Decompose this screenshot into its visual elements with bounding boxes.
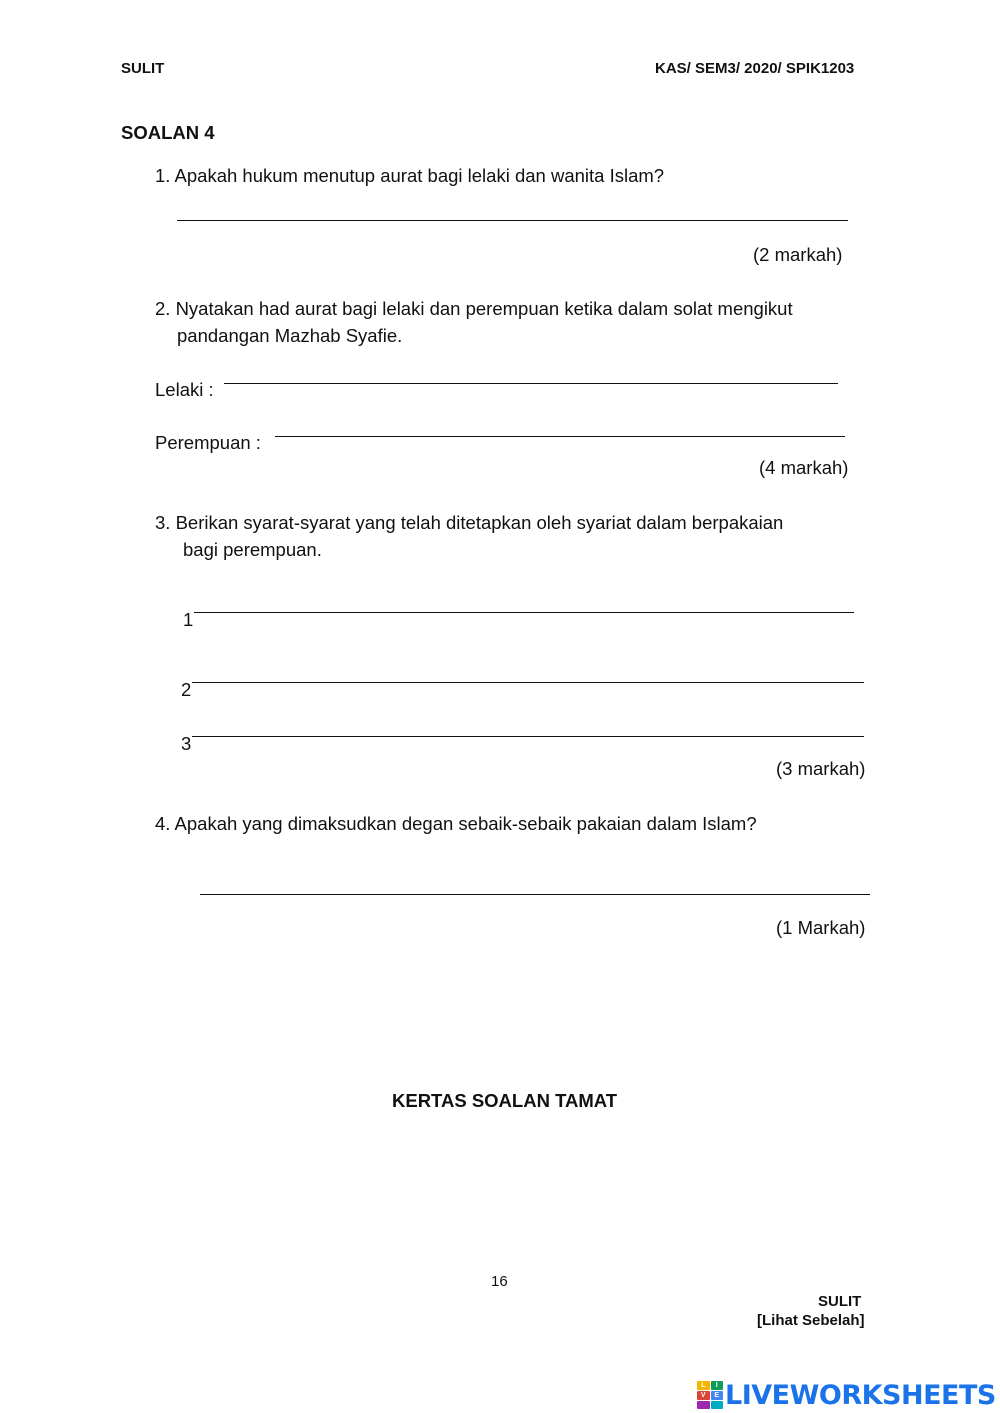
q3-item-number-2: 2 [181, 679, 192, 700]
section-title: SOALAN 4 [121, 122, 215, 143]
header-right: KAS/ SEM3/ 2020/ SPIK1203 [655, 60, 855, 77]
question-3-line1: 3. Berikan syarat-syarat yang telah ditetapkan oleh syariat dalam berpakaian [155, 512, 784, 533]
lelaki-label: Lelaki : [155, 379, 214, 400]
marks-q1: (2 markah) [753, 244, 843, 265]
liveworksheets-icon [697, 1381, 723, 1409]
logo-letter-v: V [697, 1391, 710, 1400]
page-number: 16 [491, 1273, 508, 1290]
liveworksheets-logo [697, 1378, 996, 1412]
answer-line-perempuan[interactable] [275, 436, 845, 437]
logo-block [697, 1401, 710, 1409]
perempuan-label: Perempuan : [155, 432, 261, 453]
answer-line-q3-1[interactable] [194, 612, 854, 613]
q3-item-number-1: 1 [183, 609, 194, 630]
question-1-text: 1. Apakah hukum menutup aurat bagi lelaki dan wanita Islam? [155, 165, 665, 186]
header-left: SULIT [121, 60, 165, 77]
logo-letter-l: L [697, 1381, 710, 1390]
logo-letter-e: E [711, 1391, 724, 1400]
answer-line-q4[interactable] [200, 894, 870, 895]
liveworksheets-text: LIVEWORKSHEETS [725, 1379, 996, 1411]
question-3-line2: bagi perempuan. [183, 539, 322, 560]
question-2-line1: 2. Nyatakan had aurat bagi lelaki dan perempuan ketika dalam solat mengikut [155, 298, 793, 319]
marks-q2: (4 markah) [759, 457, 849, 478]
answer-line-q3-3[interactable] [192, 736, 864, 737]
answer-line-q3-2[interactable] [192, 682, 864, 683]
logo-letter-i: I [711, 1381, 724, 1390]
marks-q3: (3 markah) [776, 758, 866, 779]
end-text: KERTAS SOALAN TAMAT [392, 1090, 618, 1111]
footer-lihat-sebelah: [Lihat Sebelah] [757, 1312, 865, 1329]
question-2-line2: pandangan Mazhab Syafie. [177, 325, 403, 346]
question-4-text: 4. Apakah yang dimaksudkan degan sebaik-sebaik pakaian dalam Islam? [155, 813, 757, 834]
footer-sulit: SULIT [818, 1293, 862, 1310]
answer-line-lelaki[interactable] [224, 383, 838, 384]
answer-line-q1[interactable] [177, 220, 848, 221]
logo-block [711, 1401, 724, 1409]
q3-item-number-3: 3 [181, 733, 192, 754]
marks-q4: (1 Markah) [776, 917, 866, 938]
